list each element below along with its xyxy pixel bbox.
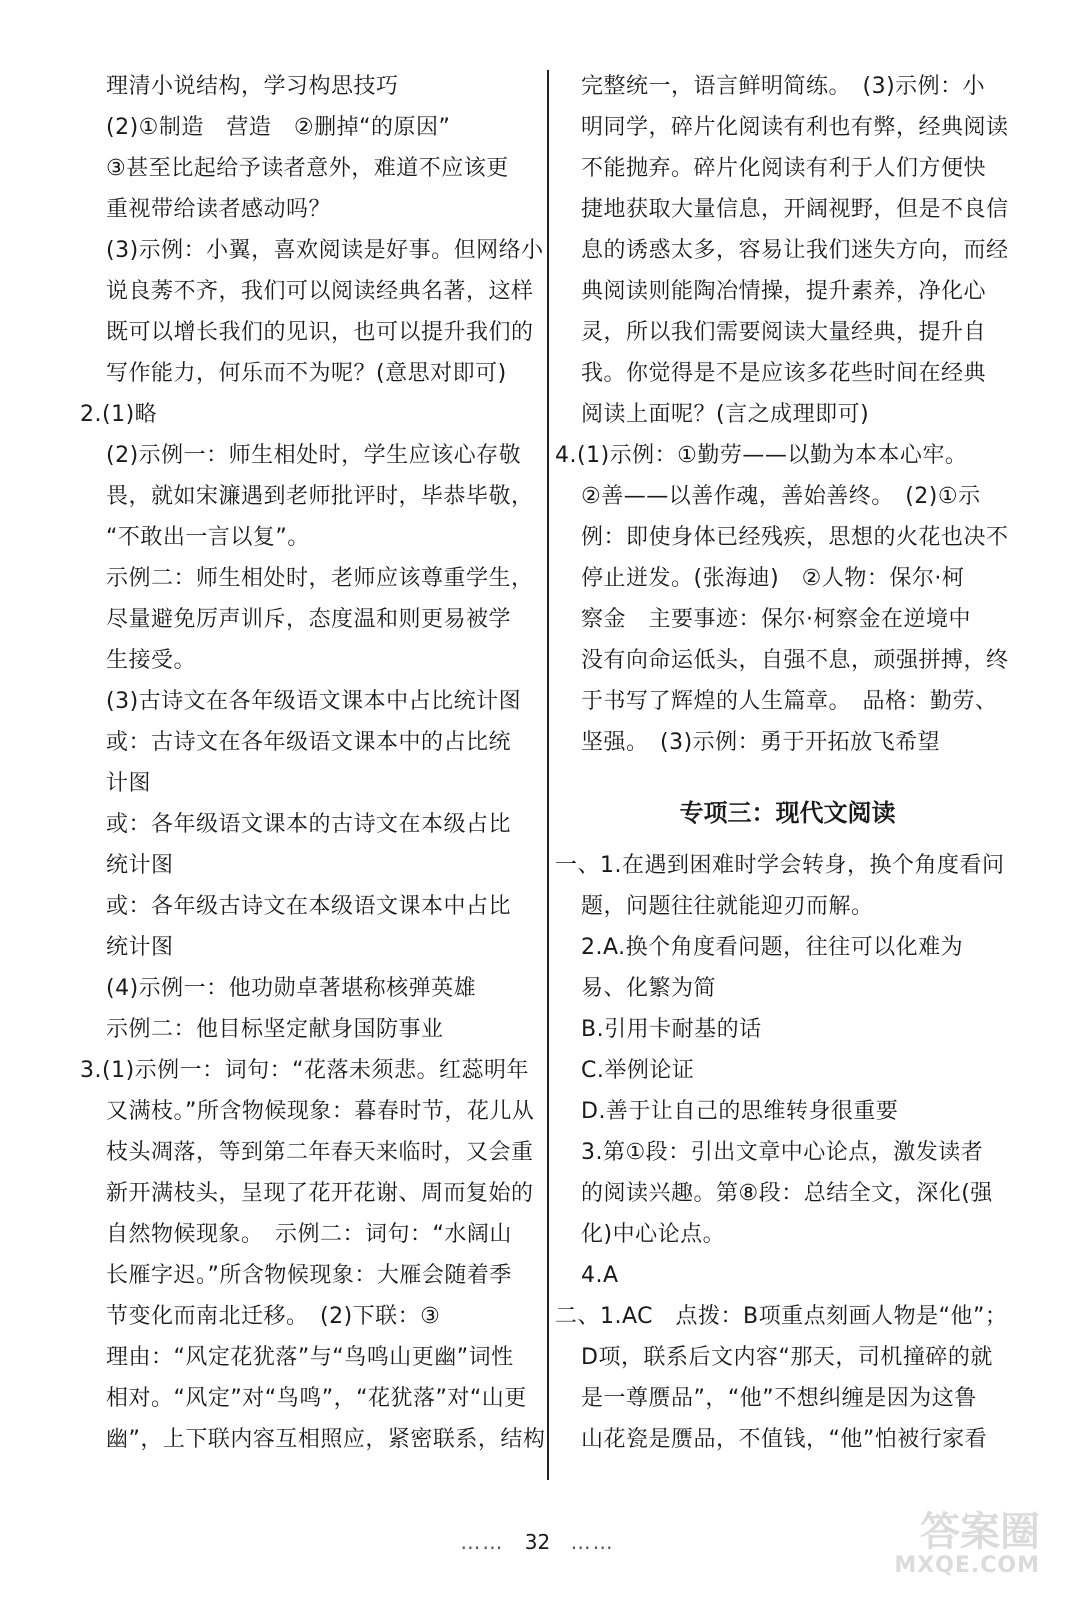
text-line: 或：各年级古诗文在本级语文课本中占比 [106,894,512,919]
text-line: 相对。“风定”对“鸟鸣”，“花犹落”对“山更 [106,1386,527,1411]
text-line: 3.第①段：引出文章中心论点，激发读者 [581,1140,984,1165]
text-line: 题，问题往往就能迎刃而解。 [581,894,874,919]
right-column-bottom-block [555,845,1020,1460]
text-line: 于书写了辉煌的人生篇章。 品格：勤劳、 [581,689,998,714]
right-column [555,66,1020,1460]
text-line: 或：古诗文在各年级语文课本中的占比统 [106,730,512,755]
text-line: D项，联系后文内容“那天，司机撞碎的就 [581,1345,993,1370]
text-line: (4)示例一：他功勋卓著堪称核弹英雄 [106,976,477,1001]
text-line: 完整统一，语言鲜明简练。 (3)示例：小 [581,74,986,99]
text-line: 重视带给读者感动吗？ [106,197,332,222]
watermark-logo [880,1510,1040,1580]
text-line: 3.(1)示例一：词句：“花落未须悲。红蕊明年 [80,1058,530,1083]
left-column [80,66,546,1460]
text-line: 二、1.AC 点拨：B项重点刻画人物是“他”； [555,1304,1008,1329]
text-line: 生接受。 [106,648,197,673]
text-line: (2)示例一：师生相处时，学生应该心存敬 [106,443,522,468]
text-line: 察金 主要事迹：保尔·柯察金在逆境中 [581,607,971,632]
text-line: 幽”，上下联内容互相照应，紧密联系，结构 [106,1427,546,1452]
text-line: 畏，就如宋濂遇到老师批评时，毕恭毕敬， [106,484,534,509]
text-line: 坚强。 (3)示例：勇于开拓放飞希望 [581,730,941,755]
text-line: 理由：“风定花犹落”与“鸟鸣山更幽”词性 [106,1345,514,1370]
text-line: 息的诱惑太多，容易让我们迷失方向，而经 [581,238,1009,263]
watermark-text: 答案圈 [920,1508,1040,1555]
text-line: 理清小说结构，学习构思技巧 [106,74,399,99]
text-line: C.举例论证 [581,1058,695,1083]
text-line: 没有向命运低头，自强不息，顽强拼搏，终 [581,648,1009,673]
text-line: 尽量避免厉声训斥，态度温和则更易被学 [106,607,512,632]
text-line: 灵，所以我们需要阅读大量经典，提升自 [581,320,987,345]
footer-dots-left: …… [460,1530,505,1554]
text-line: 新开满枝头，呈现了花开花谢、周而复始的 [106,1181,534,1206]
text-line: (2)①制造 营造 ②删掉“的原因” [106,115,451,140]
text-line: 例：即使身体已经残疾，思想的火花也决不 [581,525,1009,550]
text-line: 节变化而南北迁移。 (2)下联：③ [106,1304,441,1329]
text-line: (3)示例：小翼，喜欢阅读是好事。但网络小 [106,238,544,263]
text-line: 不能抛弃。碎片化阅读有利于人们方便快 [581,156,987,181]
text-line: ②善——以善作魂，善始善终。 (2)①示 [581,484,981,509]
text-line: 明同学，碎片化阅读有利也有弊，经典阅读 [581,115,1009,140]
text-line: 长雁字迟。”所含物候现象：大雁会随着季 [106,1263,512,1288]
text-line: 一、1.在遇到困难时学会转身，换个角度看问 [555,853,1005,878]
text-line: 统计图 [106,853,174,878]
section-heading: 专项三：现代文阅读 [679,799,896,827]
text-line: “不敢出一言以复”。 [106,525,310,550]
text-line: 示例二：他目标坚定献身国防事业 [106,1017,444,1042]
text-line: 又满枝。”所含物候现象：暮春时节，花儿从 [106,1099,535,1124]
text-line: 我。你觉得是不是应该多花些时间在经典 [581,361,987,386]
text-line: 的阅读兴趣。第⑧段：总结全文，深化(强 [581,1181,993,1206]
text-line: 4.(1)示例：①勤劳——以勤为本本心牢。 [555,443,968,468]
text-line: ③甚至比起给予读者意外，难道不应该更 [106,156,509,181]
watermark-url: MXQE.COM [894,1553,1040,1578]
text-line: 既可以增长我们的见识，也可以提升我们的 [106,320,534,345]
text-line: D.善于让自己的思维转身很重要 [581,1099,899,1124]
text-line: B.引用卡耐基的话 [581,1017,762,1042]
right-column-top-block [555,66,1020,763]
column-divider [547,70,549,1480]
text-line: 统计图 [106,935,174,960]
text-line: 计图 [106,771,152,796]
text-line: 2.(1)略 [80,402,158,427]
text-line: 阅读上面呢？(言之成理即可) [581,402,870,427]
text-line: 停止迸发。(张海迪) ②人物：保尔·柯 [581,566,965,591]
text-line: 说良莠不齐，我们可以阅读经典名著，这样 [106,279,534,304]
text-line: 示例二：师生相处时，老师应该尊重学生， [106,566,534,591]
text-line: 山花瓷是赝品，不值钱，“他”怕被行家看 [581,1427,988,1452]
text-line: 是一尊赝品”，“他”不想纠缠是因为这鲁 [581,1386,977,1411]
text-line: 易、化繁为简 [581,976,717,1001]
text-line: 或：各年级语文课本的古诗文在本级占比 [106,812,512,837]
text-line: (3)古诗文在各年级语文课本中占比统计图 [106,689,522,714]
footer-dots-right: …… [570,1530,615,1554]
text-line: 典阅读则能陶冶情操，提升素养，净化心 [581,279,987,304]
text-line: 2.A.换个角度看问题，往往可以化难为 [581,935,964,960]
text-line: 写作能力，何乐而不为呢？(意思对即可) [106,361,507,386]
text-line: 自然物候现象。 示例二：词句：“水阔山 [106,1222,512,1247]
text-line: 枝头凋落，等到第二年春天来临时，又会重 [106,1140,534,1165]
text-line: 化)中心论点。 [581,1222,726,1247]
text-line: 捷地获取大量信息，开阔视野，但是不良信 [581,197,1009,222]
page-number: 32 [524,1530,551,1554]
text-line: 4.A [581,1263,619,1288]
